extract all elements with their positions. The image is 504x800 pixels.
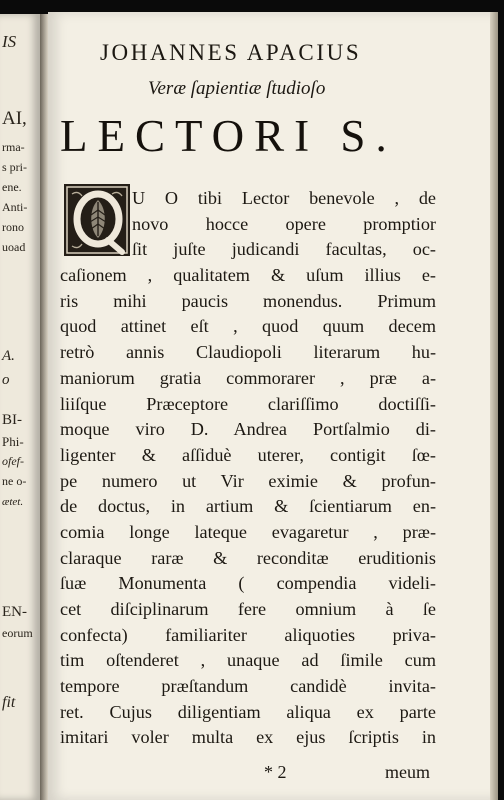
text-line: maniorum gratia commorarer , præ a- bbox=[60, 367, 436, 388]
text-line: U O tibi Lector benevole , de bbox=[132, 188, 436, 208]
left-page-fragment: BI- bbox=[2, 412, 22, 428]
left-page-fragment: A. bbox=[2, 348, 15, 364]
text-line: imitari voler multa ex ejus ſcriptis in bbox=[60, 727, 436, 748]
left-page-fragment: o bbox=[2, 372, 10, 388]
text-line: caſionem , qualitatem & uſum illius e- bbox=[60, 265, 436, 286]
left-page-fragment: ne o- bbox=[2, 474, 27, 488]
text-line: quod attinet eſt , quod quum decem bbox=[60, 316, 436, 337]
text-line: moque viro D. Andrea Portſalmio di- bbox=[60, 419, 436, 440]
left-page-fragment: ætet. bbox=[2, 496, 24, 508]
left-page-fragment: s pri- bbox=[2, 160, 27, 174]
text-line: novo hocce opere promptior bbox=[132, 213, 436, 234]
left-page-fragment: Anti- bbox=[2, 200, 28, 214]
text-line: claraque raræ & reconditæ eruditionis bbox=[60, 547, 436, 568]
text-line: pe numero ut Vir eximie & profun- bbox=[60, 470, 436, 491]
book-gutter bbox=[40, 14, 48, 800]
left-page-fragment: Phi- bbox=[2, 434, 24, 449]
text-line: ſit juſte judicandi facultas, oc- bbox=[132, 239, 436, 260]
text-line: comia longe lateque evagaretur , præ- bbox=[60, 521, 436, 542]
page-edge bbox=[490, 12, 498, 800]
text-line: tim oſtenderet , unaque ad ſimile cum bbox=[60, 650, 436, 671]
text-line: tempore præſtandum candidè invita- bbox=[60, 676, 436, 697]
left-page-fragment: eorum bbox=[2, 626, 33, 640]
page-heading: LECTORI S. bbox=[60, 111, 397, 161]
running-head: JOHANNES APACIUS bbox=[100, 40, 362, 65]
catchword: meum bbox=[385, 762, 430, 782]
text-line: retrò annis Claudiopoli literarum hu- bbox=[60, 342, 436, 363]
signature-mark: * 2 bbox=[264, 762, 287, 782]
body-text bbox=[60, 186, 436, 751]
text-line: ret. Cujus diligentiam aliqua ex parte bbox=[60, 701, 436, 722]
dedication-line: Veræ ſapientiæ ſtudioſo bbox=[148, 78, 326, 99]
left-page-fragment: ene. bbox=[2, 180, 22, 194]
left-page-fragment: rma- bbox=[2, 140, 25, 154]
left-page-fragment: EN- bbox=[2, 604, 27, 620]
text-line: ſuæ Monumenta ( compendia videli- bbox=[60, 573, 436, 594]
left-page-edge bbox=[0, 14, 41, 800]
left-page-fragment: IS bbox=[2, 32, 17, 51]
text-line: liiſque Præceptore clariſſimo doctiſſi- bbox=[60, 393, 436, 414]
text-line: confecta) familiariter aliquoties priva- bbox=[60, 624, 436, 645]
left-page-fragment: rono bbox=[2, 220, 24, 234]
left-page-fragment: ofef- bbox=[2, 454, 24, 468]
text-line: ris mihi paucis monendus. Primum bbox=[60, 290, 436, 311]
text-line: cet diſciplinarum fere omnium à ſe bbox=[60, 599, 436, 619]
left-page-fragment: AI, bbox=[2, 108, 27, 129]
left-page-fragment: uoad bbox=[2, 240, 26, 254]
text-line: ligenter & aſſiduè uterer, contigit ſœ- bbox=[60, 444, 436, 465]
text-line: de doctus, in artium & ſcientiarum en- bbox=[60, 496, 436, 517]
left-page-fragment: fit bbox=[2, 694, 16, 711]
